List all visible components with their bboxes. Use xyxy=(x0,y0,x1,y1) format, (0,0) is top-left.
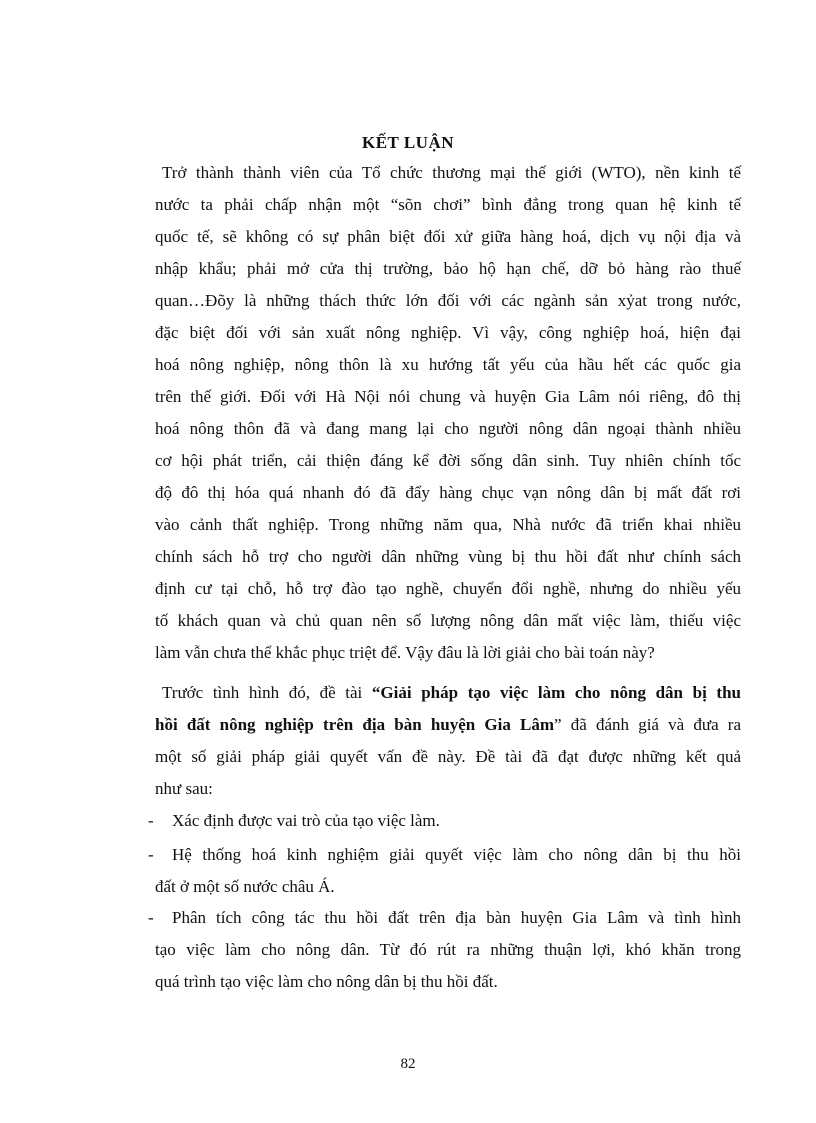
paragraph-2-line-4: như sau: xyxy=(155,779,213,798)
paragraph-1-line: làm vẫn chưa thể khắc phục triệt để. Vậy đâu là lời giải cho bài toán này? xyxy=(155,643,655,662)
paragraph-2-text: Trước tình hình đó, đề tài xyxy=(162,683,372,702)
paragraph-1-line: độ đô thị hóa quá nhanh đó đã đẩy hàng chục vạn nông dân bị mất đất rơi xyxy=(155,483,741,502)
paragraph-1-line: hoá nông nghiệp, nông thôn là xu hướng tất yếu của hầu hết các quốc gia xyxy=(155,355,741,374)
bullet-item-3-line-3: quá trình tạo việc làm cho nông dân bị thu hồi đất. xyxy=(155,972,498,991)
paragraph-1-line: trên thế giới. Đối với Hà Nội nói chung và huyện Gia Lâm nói riêng, đô thị xyxy=(155,387,741,406)
bullet-item-3-line-1: Phân tích công tác thu hồi đất trên địa bàn huyện Gia Lâm và tình hình xyxy=(172,908,741,927)
thesis-title-bold: hồi đất nông nghiệp trên địa bàn huyện Gia Lâm xyxy=(155,715,555,734)
paragraph-1-line: cơ hội phát triển, cải thiện đáng kể đời sống dân sinh. Tuy nhiên chính tốc xyxy=(155,451,741,470)
bullet-item-2-line-1: Hệ thống hoá kinh nghiệm giải quyết việc làm cho nông dân bị thu hồi xyxy=(172,845,741,864)
paragraph-1-line: Trở thành thành viên của Tổ chức thương mại thế giới (WTO), nền kinh tế xyxy=(162,163,741,182)
bullet-item-2-line-2: đất ở một số nước châu Á. xyxy=(155,877,335,896)
paragraph-2-line-2 xyxy=(155,710,741,740)
paragraph-1-line: nhập khẩu; phải mở cửa thị trường, bảo hộ hạn chế, dỡ bỏ hàng rào thuế xyxy=(155,259,741,278)
paragraph-1-line: quan…Đõy là những thách thức lớn đối với các ngành sản xỷat trong nước, xyxy=(155,291,741,310)
page-number: 82 xyxy=(400,1056,416,1072)
paragraph-1-line: chính sách hỗ trợ cho người dân những vùng bị thu hồi đất như chính sách xyxy=(155,547,741,566)
paragraph-1-line: tố khách quan và chủ quan nên số lượng nông dân mất việc làm, thiếu việc xyxy=(155,611,741,630)
paragraph-1-line: nước ta phải chấp nhận một “sõn chơi” bình đẳng trong quan hệ kinh tế xyxy=(155,195,741,214)
paragraph-1-line: hoá nông thôn đã và đang mang lại cho người nông dân ngoại thành nhiều xyxy=(155,419,741,438)
bullet-dash: - xyxy=(148,811,154,830)
paragraph-2-line-1 xyxy=(162,678,741,708)
paragraph-2-text: ” đã đánh giá và đưa ra xyxy=(554,715,742,734)
page-title: KẾT LUẬN xyxy=(361,133,454,152)
bullet-item-3-line-2: tạo việc làm cho nông dân. Từ đó rút ra những thuận lợi, khó khăn trong xyxy=(155,940,741,959)
bullet-item-1: Xác định được vai trò của tạo việc làm. xyxy=(172,811,440,830)
paragraph-2-line-3: một số giải pháp giải quyết vấn đề này. Đề tài đã đạt được những kết quả xyxy=(155,747,741,766)
paragraph-1-line: quốc tế, sẽ không có sự phân biệt đối xử giữa hàng hoá, dịch vụ nội địa và xyxy=(155,227,741,246)
paragraph-1-line: đặc biệt đối với sản xuất nông nghiệp. Vì vậy, công nghiệp hoá, hiện đại xyxy=(155,323,741,342)
thesis-title-bold: “Giải pháp tạo việc làm cho nông dân bị thu xyxy=(371,683,741,702)
paragraph-1-line: vào cảnh thất nghiệp. Trong những năm qua, Nhà nước đã triển khai nhiều xyxy=(155,515,741,534)
paragraph-1-line: định cư tại chỗ, hỗ trợ đào tạo nghề, chuyển đổi nghề, nhưng do nhiều yếu xyxy=(155,579,741,598)
bullet-dash: - xyxy=(148,908,154,927)
bullet-dash: - xyxy=(148,845,154,864)
